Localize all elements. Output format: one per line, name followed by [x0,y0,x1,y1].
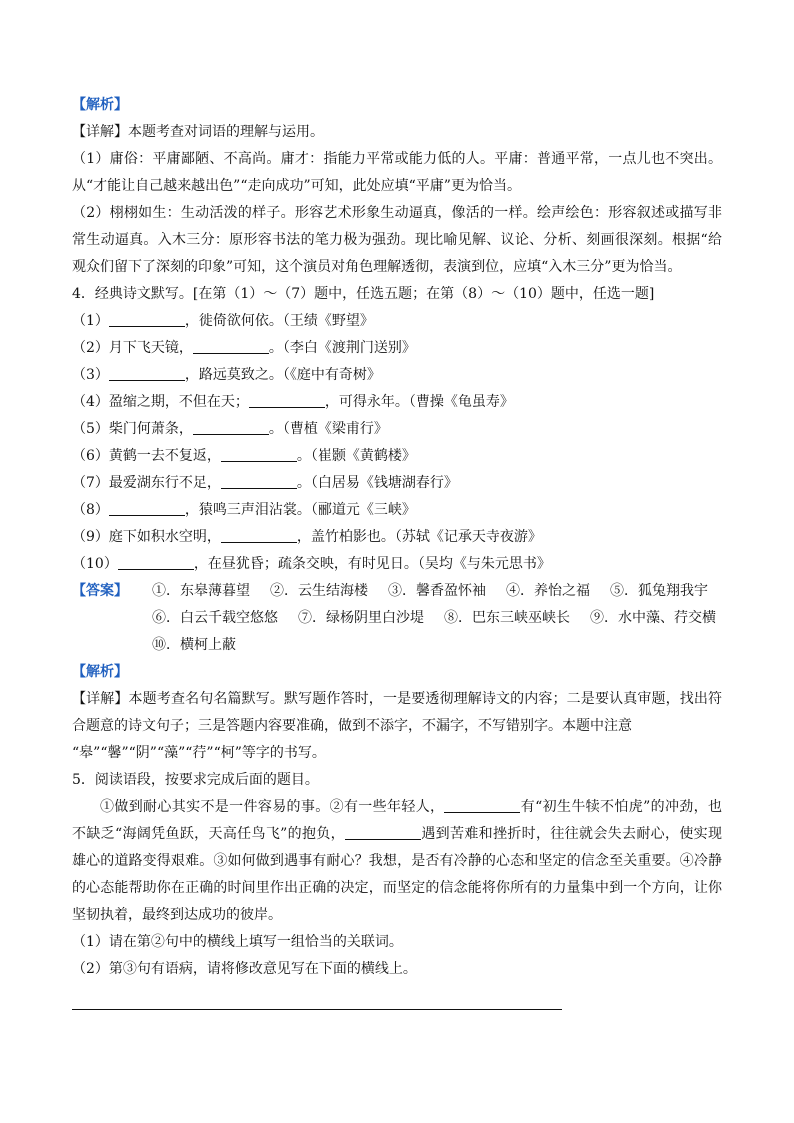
detail-tag: 【详解】 [72,691,129,707]
answer-blank[interactable] [221,447,297,462]
answer-blank[interactable] [109,312,185,327]
exam-page [72,92,722,983]
item-number: （5） [72,421,109,437]
item-number: （3） [72,367,109,383]
poem-item: （6）黄鹤一去不复返， 。（崔颢《黄鹤楼》 [72,448,416,464]
answer-item: ⑦．绿杨阴里白沙堤 [298,610,424,626]
analysis-header-2 [72,659,722,686]
detail-line [72,119,722,146]
poem-item: （8） ，猿鸣三声泪沾裳。（郦道元《三峡》 [72,502,416,518]
answer-blank[interactable] [193,339,269,354]
explanation-paragraph-2: （2）栩栩如生：生动活泼的样子。形容艺术形象生动逼真，像活的一样。绘声绘色：形容叙述或描写非常生动逼真。入木三分：原形容书法的笔力极为强劲。现比喻见解、议论、分析、刻画很深刻。根据“给观众们留下了深刻的印象”可知，这个演员对角色理解透彻，表演到位，应填“入木三分”更为恰当。 [72,205,722,275]
answer-item: ①．东皋薄暮望 [152,583,250,599]
detail-tag: 【详解】 [72,124,128,140]
detail-text: 本题考查对词语的理解与运用。 [128,124,324,140]
poem-item: （2）月下飞天镜， 。（李白《渡荆门送别》 [72,340,416,356]
item-number: （6） [72,448,109,464]
analysis-header [72,92,722,119]
question-4-title: 4．经典诗文默写。[在第（1）～（7）题中，任选五题；在第（8）～（10）题中，任选一题] [72,286,655,302]
answer-blank[interactable] [345,825,421,840]
explanation-paragraph-1: （1）庸俗：平庸鄙陋、不高尚。庸才：指能力平常或能力低的人。平庸：普通平常，一点儿也不突出。从“才能让自己越来越出色”“走向成功”可知，此处应填“平庸”更为恰当。 [72,151,722,194]
answer-item: ⑩．横柯上蔽 [152,637,236,653]
answer-blank[interactable] [118,555,194,570]
answer-blank[interactable] [444,798,520,813]
answer-item: ⑤．狐兔翔我宇 [610,583,708,599]
analysis-tag: 【解析】 [72,664,128,680]
poem-item: （7）最爱湖东行不足， 。（白居易《钱塘湖春行》 [72,475,458,491]
answer-line[interactable] [72,1009,562,1010]
answer-item: ⑥．白云千载空悠悠 [152,610,278,626]
q4-detail [72,686,722,740]
answer-item: ③．馨香盈怀袖 [388,583,486,599]
answer-list [152,578,722,659]
detail-text: 本题考查名句名篇默写。默写题作答时，一是要透彻理解诗文的内容；二是要认真审题，找出符合题意的诗文句子；三是答题内容要准确，做到不添字，不漏字，不写错别字。本题中注意 [72,691,723,734]
answer-block [72,578,722,659]
sub-question-1: （1）请在第②句中的横线上填写一组恰当的关联词。 [72,934,403,950]
answer-blank[interactable] [221,528,297,543]
answer-item: ⑨．水中藻、荇交横 [590,610,716,626]
answer-blank[interactable] [221,474,297,489]
item-number: （10） [72,556,118,572]
q4-detail-line-2: “皋”“馨”“阴”“藻”“荇”“柯”等字的书写。 [72,745,326,761]
answer-blank[interactable] [109,501,185,516]
answer-blank[interactable] [249,393,325,408]
item-number: （1） [72,313,109,329]
sub-question-2: （2）第③句有语病，请将修改意见写在下面的横线上。 [72,961,417,977]
poem-item: （3） ，路远莫致之。（《庭中有奇树》 [72,367,381,383]
answer-item: ⑧．巴东三峡巫峡长 [444,610,570,626]
item-number: （9） [72,529,109,545]
answer-item: ②．云生结海楼 [270,583,368,599]
reading-passage: ①做到耐心其实不是一件容易的事。②有一些年轻人， 有“初生牛犊不怕虎”的冲劲，也不缺乏“海阔凭鱼跃，天高任鸟飞”的抱负， 遇到苦难和挫折时，往往就会失去耐心，使实现雄心的道路变得艰难。③如何做到遇事有耐心？我想，是否有冷静的心态和坚定的信念至关重要。④冷静的心态能帮助你在正确的时间里作出正确的决定，而坚定的信念能将你所有的力量集中到一个方向，让你坚韧执着，最终到达成功的彼岸。 [72,799,722,923]
answer-blank[interactable] [193,420,269,435]
poem-item: （10） ，在昼犹昏；疏条交映，有时见日。（吴均《与朱元思书》 [72,556,551,572]
poem-item: （5）柴门何萧条， 。（曹植《梁甫行》 [72,421,388,437]
item-number: （7） [72,475,109,491]
item-number: （8） [72,502,109,518]
question-5-title: 5．阅读语段，按要求完成后面的题目。 [72,772,319,788]
poem-item: （9）庭下如积水空明， ，盖竹柏影也。（苏轼《记承天寺夜游》 [72,529,542,545]
item-number: （2） [72,340,109,356]
poem-item: （4）盈缩之期，不但在天； ，可得永年。（曹操《龟虽寿》 [72,394,514,410]
analysis-tag: 【解析】 [72,97,128,113]
poem-item: （1） ，徙倚欲何依。（王绩《野望》 [72,313,374,329]
answer-tag: 【答案】 [72,583,128,599]
answer-item: ④．养怡之福 [506,583,590,599]
item-number: （4） [72,394,109,410]
answer-blank[interactable] [109,366,185,381]
question-4-items [72,308,722,578]
